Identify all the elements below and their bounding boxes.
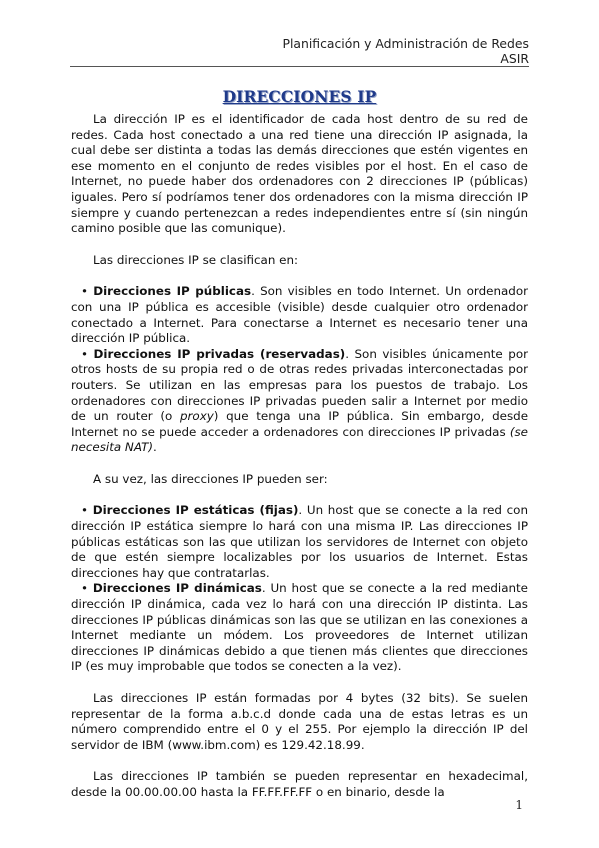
header-course-code: ASIR [500,51,529,66]
classification-intro: Las direcciones IP se clasifican en: [93,252,299,267]
page-number: 1 [515,798,523,812]
public-ip-description: . Son visibles en todo Internet. Un ordenador con una IP pública es accesible (visible) desde cualquier otro ordenador conectado a Internet. Para conectarse a Internet es necesario tener una dirección IP pública. [71,284,529,346]
bullet-icon: • [81,581,89,596]
ip-types-intro: A su vez, las direcciones IP pueden ser: [93,471,328,486]
document-body [71,112,528,801]
page-title: DIRECCIONES IP [222,87,377,106]
list-item-private-ip [71,347,528,456]
term-dynamic-ip: Direcciones IP dinámicas [92,581,262,596]
term-private-ip: Direcciones IP privadas (reservadas) [93,346,346,361]
term-static-ip: Direcciones IP estáticas (fijas) [92,503,299,518]
term-public-ip: Direcciones IP públicas [93,284,252,299]
bullet-icon: • [81,503,89,518]
nat-note: (se necesita NAT) [71,424,528,455]
dynamic-ip-description: . Un host que se conecte a la red mediante dirección IP dinámica, cada vez lo hará con una dirección IP distinta. Las direcciones IP públicas dinámicas son las que se utilizan en las conexiones a Internet mediante un módem. Los proveedores de Internet utilizan direcciones IP dinámicas debido a que tienen más clientes que direcciones IP (es muy improbable que todos se conecten a la vez). [71,581,528,674]
header-course-title: Planificación y Administración de Redes [282,36,529,51]
header-divider [70,66,529,67]
page-header [282,36,529,66]
ip-format-paragraph: Las direcciones IP están formadas por 4 bytes (32 bits). Se suelen representar de la forma a.b.c.d donde cada una de estas letras es un número comprendido entre el 0 y el 255. Por ejemplo la dirección IP del servidor de IBM (www.ibm.com) es 129.42.18.99. [71,691,528,752]
bullet-icon: • [81,346,89,361]
private-ip-description-a: . Son visibles únicamente por otros hosts de su propia red o de otras redes privadas interconectadas por routers. Se utilizan en las empresas para los puestos de trabajo. Los ordenadores con direcciones IP privadas pueden salir a Internet por medio de un router (o [71,346,528,424]
private-ip-description-c: . [153,440,157,455]
list-item-dynamic-ip [71,581,528,675]
list-item-public-ip [71,284,528,346]
list-item-static-ip [71,503,528,581]
ip-hex-paragraph: Las direcciones IP también se pueden representar en hexadecimal, desde la 00.00.00.00 hasta la FF.FF.FF.FF o en binario, desde la [71,769,528,799]
static-ip-description: . Un host que se conecte a la red con dirección IP estática siempre lo hará con una misma IP. Las direcciones IP públicas estáticas son las que utilizan los servidores de Internet con objeto de que estén siempre localizables por los usuarios de Internet. Estas direcciones hay que contratarlas. [71,503,528,580]
private-ip-description-b: ) que tenga una IP pública. Sin embargo, desde Internet no se puede acceder a ordenadores con direcciones IP privadas [71,409,529,439]
proxy-term: proxy [179,409,214,424]
intro-paragraph: La dirección IP es el identificador de cada host dentro de su red de redes. Cada host conectado a una red tiene una dirección IP asignada, la cual debe ser distinta a todas las demás direcciones que estén vigentes en ese momento en el conjunto de redes visibles por el host. En el caso de Internet, no puede haber dos ordenadores con 2 direcciones IP (públicas) iguales. Pero sí podríamos tener dos ordenadores con la misma dirección IP siempre y cuando pertenezcan a redes independientes entre sí (sin ningún camino posible que las comunique). [71,112,528,236]
bullet-icon: • [81,284,89,299]
